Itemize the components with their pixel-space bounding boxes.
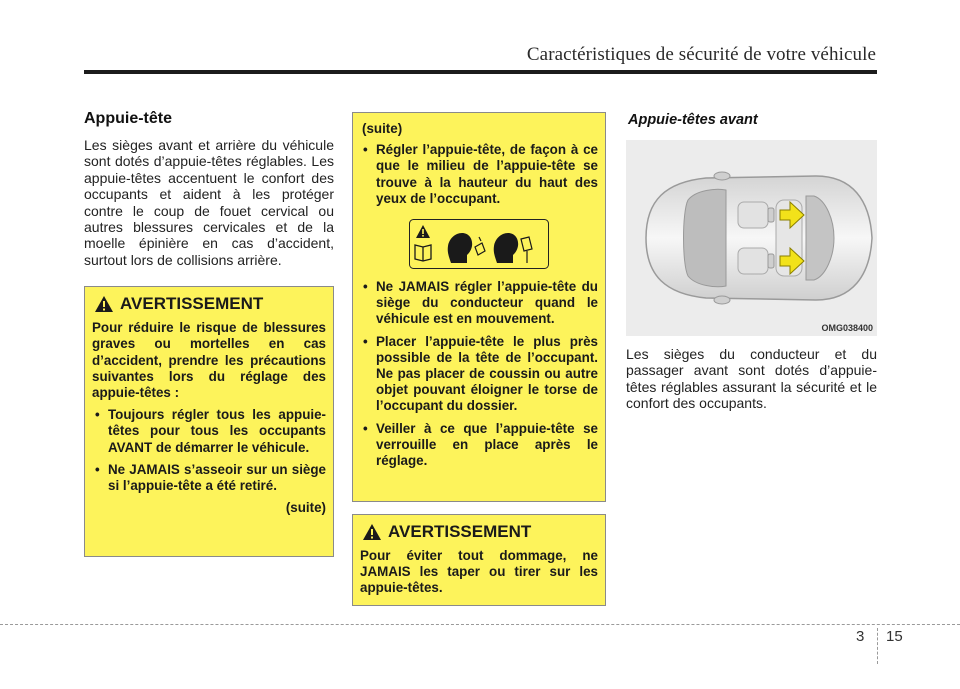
warning-triangle-icon	[94, 295, 114, 313]
warning-bullet-list	[92, 407, 326, 494]
continued-bullet-list	[360, 279, 598, 469]
header-rule	[84, 70, 877, 74]
continued-bullet-list-top	[360, 142, 598, 207]
headrest-car-top-view	[626, 140, 877, 336]
car-top-view-figure	[626, 140, 877, 336]
subsection-title: Appuie-têtes avant	[628, 112, 758, 128]
warning-title: AVERTISSEMENT	[388, 521, 532, 541]
warning-header	[362, 523, 598, 541]
column-3	[626, 112, 877, 412]
list-item: • Veiller à ce que l’appuie-tête se verrouille en place après le réglage.	[363, 420, 598, 469]
suite-label: (suite)	[362, 121, 403, 136]
section-title: Appuie-tête	[84, 110, 172, 127]
column-2	[352, 112, 606, 606]
intro-paragraph: Les sièges avant et arrière du véhicule sont dotés d’appuie-têtes réglables. Les appuie-têtes accentuent le confort des occupants et aident à les protéger contre le coup de fouet cervical ou autres blessures cervicales et de la moelle épinière en cas d’accident, surtout lors de collisions arrière.	[84, 137, 334, 268]
headrest-adjust-illustration	[409, 219, 549, 269]
warning-triangle-icon	[362, 523, 382, 541]
page-number: 15	[886, 628, 903, 645]
list-item: • Ne JAMAIS régler l’appuie-tête du siège du conducteur quand le véhicule est en mouvement.	[363, 279, 598, 327]
footer-rule	[0, 624, 960, 625]
warning-intro: Pour réduire le risque de blessures graves ou mortelles en cas d’accident, prendre les précautions suivantes lors du réglage des appuie-têtes :	[92, 320, 326, 401]
headrest-illustration	[360, 219, 598, 269]
list-item: • Toujours régler tous les appuie-têtes pour tous les occupants AVANT de démarrer le véhicule.	[95, 407, 326, 455]
warning-text: Pour éviter tout dommage, ne JAMAIS les taper ou tirer sur les appuie-têtes.	[360, 548, 598, 596]
warning-box	[84, 286, 334, 557]
column-1	[84, 110, 334, 557]
page-number-separator	[877, 628, 878, 664]
continued-label: (suite)	[285, 500, 326, 516]
page-header-title: Caractéristiques de sécurité de votre véhicule	[526, 44, 876, 65]
list-item: • Régler l’appuie-tête, de façon à ce que le milieu de l’appuie-tête se trouve à la hauteur du haut des yeux de l’occupant.	[363, 142, 598, 206]
list-item: • Ne JAMAIS s’asseoir sur un siège si l’appuie-tête a été retiré.	[95, 461, 326, 494]
figure-code: OMG038400	[821, 323, 873, 333]
chapter-number: 3	[856, 628, 865, 645]
warning-continued-box	[352, 112, 606, 502]
front-headrest-paragraph: Les sièges du conducteur et du passager avant sont dotés d’appuie-têtes réglables assurant la sécurité et le confort des occupants.	[626, 346, 877, 412]
warning-header	[94, 295, 326, 313]
warning-box-2	[352, 514, 606, 606]
list-item: • Placer l’appuie-tête le plus près possible de la tête de l’occupant. Ne pas placer de coussin ou autre objet pouvant éloigner le torse de l’occupant du dossier.	[363, 333, 598, 414]
warning-title: AVERTISSEMENT	[120, 294, 264, 314]
